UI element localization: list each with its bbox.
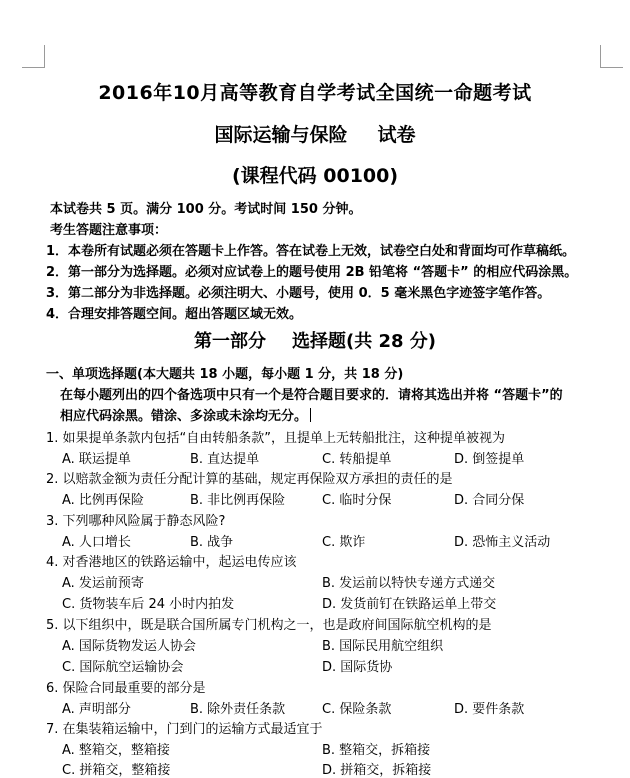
subject-name: 国际运输与保险 <box>214 124 348 146</box>
option-b: B. 非比例再保险 <box>190 493 286 508</box>
note-item: 3．第二部分为非选择题。必须注明大、小题号，使用 0．5 毫米黑色字迹签字笔作答。 <box>46 286 551 301</box>
section-heading: 一、单项选择题(本大题共 18 小题，每小题 1 分，共 18 分) <box>46 367 404 382</box>
option-c: C. 临时分保 <box>322 493 392 508</box>
option-b: B. 直达提单 <box>190 452 260 467</box>
crop-mark-top-right <box>600 45 623 68</box>
question-stem: 2. 以赔款金额为责任分配计算的基础，规定再保险双方承担的责任的是 <box>46 472 453 487</box>
exam-info: 本试卷共 5 页。满分 100 分。考试时间 150 分钟。 <box>50 202 362 217</box>
section-instruction: 在每小题列出的四个备选项中只有一个是符合题目要求的．请将其选出并将 “答题卡”的 <box>60 388 563 403</box>
question-stem: 6. 保险合同最重要的部分是 <box>46 681 206 696</box>
option-a: A. 声明部分 <box>62 702 131 717</box>
option-c: C. 货物装车后 24 小时内拍发 <box>62 597 235 612</box>
option-d: D. 要件条款 <box>454 702 525 717</box>
option-d: D. 国际货协 <box>322 660 393 675</box>
notes-heading: 考生答题注意事项： <box>50 223 168 238</box>
option-c: C. 国际航空运输协会 <box>62 660 184 675</box>
part-label: 第一部分 <box>193 331 266 352</box>
exam-title: 2016年10月高等教育自学考试全国统一命题考试 <box>98 82 532 104</box>
course-code: (课程代码 00100) <box>231 165 399 187</box>
option-b: B. 整箱交，拆箱接 <box>322 743 431 758</box>
option-c: C. 保险条款 <box>322 702 392 717</box>
option-d: D. 倒签提单 <box>454 452 525 467</box>
part-heading <box>0 327 630 353</box>
text-cursor <box>310 408 311 422</box>
option-d: D. 发货前钉在铁路运单上带交 <box>322 597 497 612</box>
note-item: 4．合理安排答题空间。超出答题区域无效。 <box>46 307 303 322</box>
option-d: D. 恐怖主义活动 <box>454 535 551 550</box>
option-a: A. 发运前预寄 <box>62 576 144 591</box>
option-d: D. 拼箱交，拆箱接 <box>322 763 432 778</box>
option-c: C. 欺诈 <box>322 535 366 550</box>
option-a: A. 整箱交，整箱接 <box>62 743 170 758</box>
option-a: A. 人口增长 <box>62 535 131 550</box>
note-item: 2．第一部分为选择题。必须对应试卷上的题号使用 2B 铅笔将 “答题卡” 的相应代码涂黑。 <box>46 265 578 280</box>
paper-label: 试卷 <box>377 124 416 146</box>
crop-mark-top-left <box>22 45 45 68</box>
option-c: C. 拼箱交，整箱接 <box>62 763 171 778</box>
option-a: A. 国际货物发运人协会 <box>62 639 196 654</box>
question-stem: 4. 对香港地区的铁路运输中，起运电传应该 <box>46 555 297 570</box>
question-stem: 7. 在集装箱运输中，门到门的运输方式最适宜于 <box>46 722 323 737</box>
option-c: C. 转船提单 <box>322 452 392 467</box>
option-b: B. 战争 <box>190 535 234 550</box>
part-title: 选择题(共 28 分) <box>291 331 437 352</box>
option-b: B. 国际民用航空组织 <box>322 639 444 654</box>
section-instruction-cont: 相应代码涂黑。错涂、多涂或未涂均无分。 <box>60 405 311 424</box>
option-b: B. 除外责任条款 <box>190 702 286 717</box>
question-stem: 3. 下列哪种风险属于静态风险? <box>46 514 226 529</box>
exam-subject-line <box>0 120 630 147</box>
question-stem: 5. 以下组织中，既是联合国所属专门机构之一，也是政府间国际航空机构的是 <box>46 618 492 633</box>
option-d: D. 合同分保 <box>454 493 525 508</box>
note-item: 1．本卷所有试题必须在答题卡上作答。答在试卷上无效，试卷空白处和背面均可作草稿纸。 <box>46 244 576 259</box>
option-a: A. 联运提单 <box>62 452 131 467</box>
question-stem: 1. 如果提单条款内包括“自由转船条款”，且提单上无转船批注，这种提单被视为 <box>46 431 506 446</box>
option-a: A. 比例再保险 <box>62 493 144 508</box>
option-b: B. 发运前以特快专递方式递交 <box>322 576 496 591</box>
